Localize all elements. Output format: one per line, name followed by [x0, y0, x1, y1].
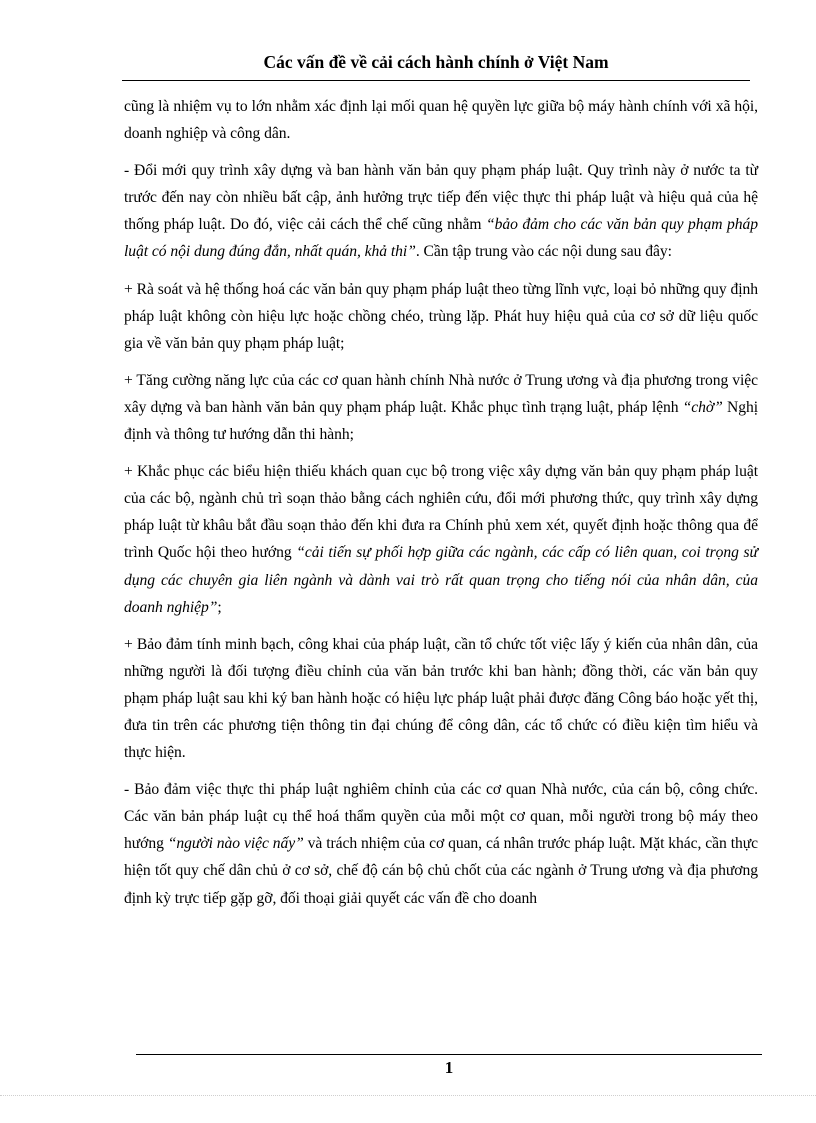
- document-title: Các vấn đề về cải cách hành chính ở Việt Nam: [263, 52, 609, 72]
- paragraph-text: + Tăng cường năng lực của các cơ quan hành chính Nhà nước ở Trung ương và địa phương trong việc xây dựng và ban hành văn bản quy phạm pháp luật. Khắc phục tình trạng luật, pháp lệnh: [124, 371, 758, 416]
- quoted-phrase: “người nào việc nấy”: [167, 835, 304, 853]
- page-footer: [136, 1054, 762, 1080]
- body-paragraph: [124, 458, 758, 621]
- paragraph-text: + Bảo đảm tính minh bạch, công khai của pháp luật, cần tổ chức tốt việc lấy ý kiến của nhân dân, của những người là đối tượng điều chỉnh của văn bản trước khi ban hành; đồng thời, các văn bản quy phạm pháp luật sau khi ký ban hành hoặc có hiệu lực pháp luật phải được đăng Công báo hoặc yết thị, đưa tin trên các phương tiện thông tin đại chúng để công dân, các tổ chức có điều kiện tìm hiểu và thực hiện.: [124, 635, 758, 762]
- body-paragraph: [124, 276, 758, 357]
- page-header: [122, 50, 750, 81]
- paragraph-text: và trách nhiệm của cơ quan, cá nhân trước pháp luật. Mặt khác, cần thực hiện tốt quy chế dân chủ ở cơ sở, chế độ cán bộ chủ chốt của các ngành ở Trung ương và địa phương định kỳ trực tiếp gặp gỡ, đối thoại giải quyết các vấn đề cho doanh: [124, 835, 759, 907]
- paragraph-text: + Rà soát và hệ thống hoá các văn bản quy phạm pháp luật theo từng lĩnh vực, loại bỏ những quy định pháp luật không còn hiệu lực hoặc chồng chéo, trùng lặp. Phát huy hiệu quả của cơ sở dữ liệu quốc gia về văn bản quy phạm pháp luật;: [124, 280, 758, 352]
- quoted-phrase: “cải tiến sự phối hợp giữa các ngành, các cấp có liên quan, coi trọng sử dụng các chuyên gia liên ngành và dành vai trò rất quan trọng cho tiếng nói của nhân dân, của doanh nghiệp”: [124, 544, 758, 616]
- paragraph-text: ;: [217, 598, 222, 616]
- paragraph-text: Nghị định và thông tư hướng dẫn thi hành;: [124, 398, 758, 444]
- document-body: [124, 93, 758, 922]
- quoted-phrase: “bảo đảm cho các văn bản quy phạm pháp luật có nội dung đúng đắn, nhất quán, khả thi”: [124, 216, 759, 261]
- body-paragraph: [124, 367, 758, 448]
- paragraph-text: . Cần tập trung vào các nội dung sau đây:: [415, 243, 672, 261]
- paragraph-text: cũng là nhiệm vụ to lớn nhằm xác định lại mối quan hệ quyền lực giữa bộ máy hành chính với xã hội, doanh nghiệp và công dân.: [124, 98, 758, 143]
- paragraph-text: + Khắc phục các biểu hiện thiếu khách quan cục bộ trong việc xây dựng văn bản quy phạm pháp luật của các bộ, ngành chủ trì soạn thảo bằng cách nghiên cứu, đổi mới phương thức, quy trình xây dựng pháp luật từ khâu bắt đầu soạn thảo đến khi đưa ra Chính phủ xem xét, quyết định hoặc thông qua để trình Quốc hội theo hướng: [124, 463, 758, 562]
- body-paragraph: [124, 776, 758, 911]
- page-number: 1: [444, 1058, 454, 1077]
- body-paragraph: [124, 157, 758, 265]
- paragraph-text: - Đổi mới quy trình xây dựng và ban hành văn bản quy phạm pháp luật. Quy trình này ở nước ta từ trước đến nay còn nhiều bất cập, ảnh hưởng trực tiếp đến việc thực thi pháp luật và hiệu quả của hệ thống pháp luật. Do đó, việc cải cách thể chế cũng nhằm: [124, 162, 758, 234]
- quoted-phrase: “chờ”: [682, 398, 723, 416]
- body-paragraph: [124, 93, 758, 147]
- body-paragraph: [124, 631, 758, 766]
- page-edge-divider: [0, 1095, 816, 1096]
- paragraph-text: - Bảo đảm việc thực thi pháp luật nghiêm chỉnh của các cơ quan Nhà nước, của cán bộ, công chức. Các văn bản pháp luật cụ thể hoá thẩm quyền của mỗi một cơ quan, mỗi người trong bộ máy theo hướng: [124, 781, 758, 853]
